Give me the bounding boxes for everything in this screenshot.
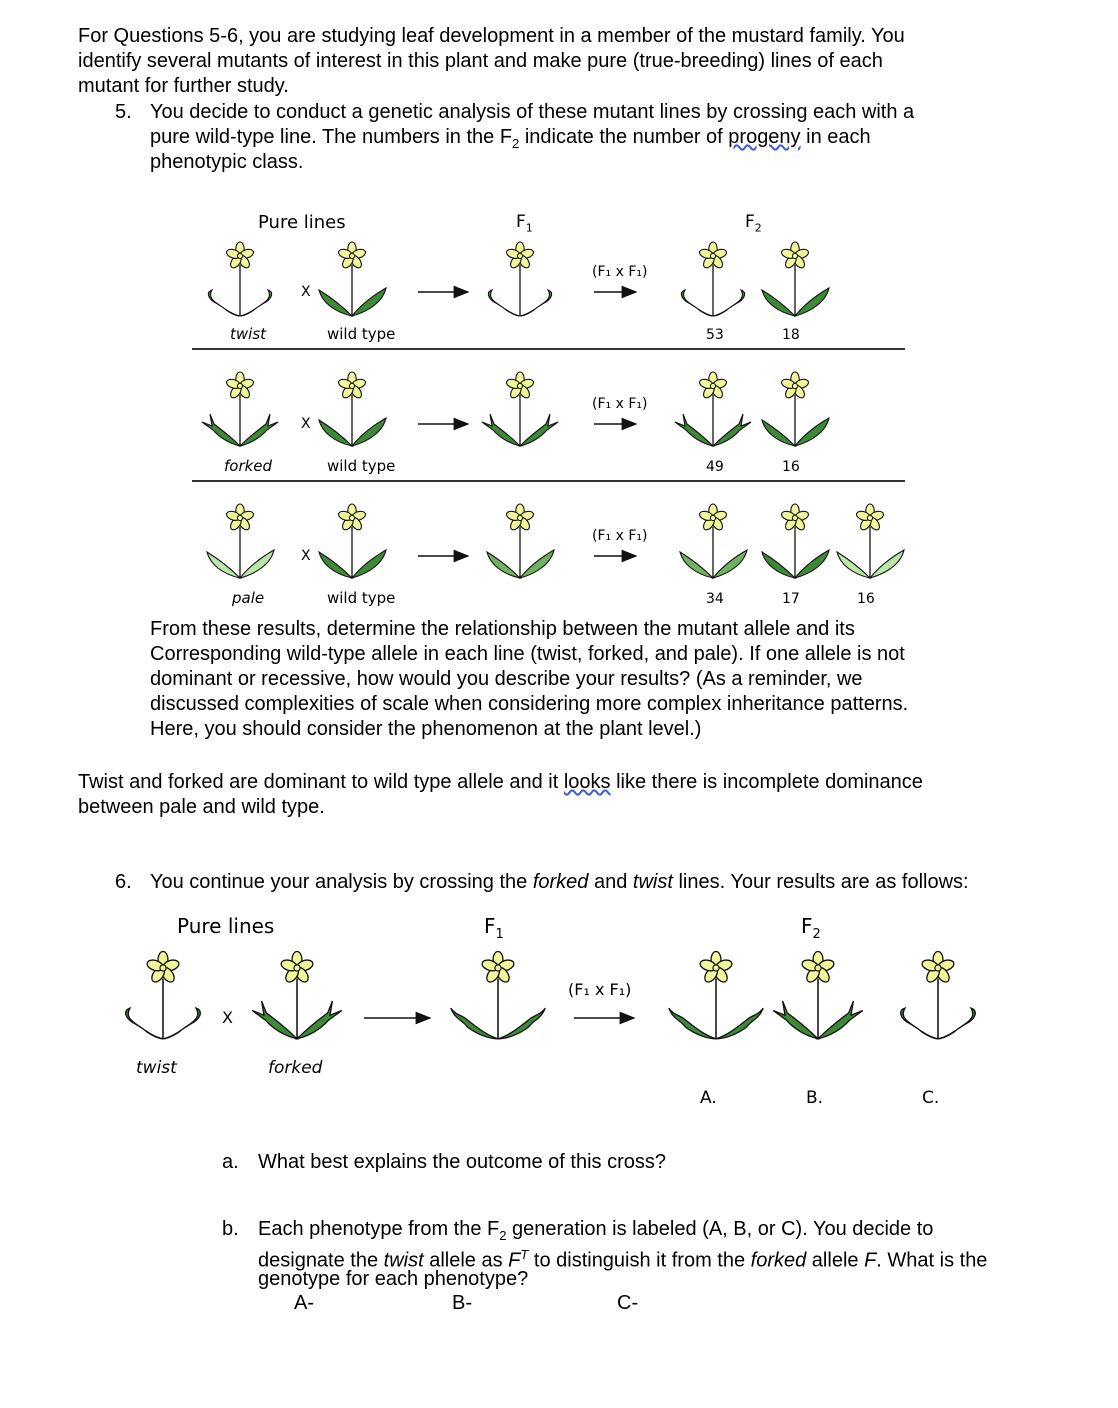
cross-x: X	[301, 548, 311, 564]
count-f2-b: 17	[782, 591, 800, 607]
selfing-label: (F₁ x F₁)	[592, 528, 648, 544]
plant-f2-b	[762, 242, 829, 316]
plant-pale	[207, 504, 274, 578]
label-wild-type: wild type	[327, 589, 396, 607]
plant-twist	[208, 242, 271, 316]
count-f2-a: 34	[706, 591, 724, 607]
plant-f2-b	[762, 504, 829, 578]
answer-line-2[interactable]: between pale and wild type.	[78, 796, 325, 818]
q6-text: You continue your analysis by crossing the forked and twist lines. Your results are as follows:	[150, 871, 969, 893]
q6a-text: What best explains the outcome of this cross?	[258, 1151, 666, 1173]
q5-prompt-line-4: discussed complexities of scale when considering more complex inheritance patterns.	[150, 693, 909, 715]
fig2-plants	[126, 951, 976, 1038]
class-label-c: C.	[922, 1088, 940, 1108]
plant-f2-a	[680, 504, 747, 578]
plant-f2-a	[675, 372, 751, 446]
selfing-label: (F₁ x F₁)	[592, 264, 648, 280]
class-label-a: A.	[700, 1088, 717, 1108]
label-forked: forked	[268, 1058, 323, 1078]
q5-prompt-line-3: dominant or recessive, how would you describe your results? (As a reminder, we	[150, 668, 863, 690]
plant-f2-a	[669, 951, 763, 1038]
count-f2-b: 16	[782, 459, 800, 475]
q6b-line-1: Each phenotype from the $F_2$ generation is labeled (A, B, or C). You decide to	[258, 1218, 934, 1243]
plant-f1	[482, 372, 558, 446]
plant-f2-b	[762, 372, 829, 446]
plant-f2-c	[837, 504, 904, 578]
q5-line-3: phenotypic class.	[150, 151, 304, 173]
cross-x: X	[222, 1008, 233, 1027]
fig1-row-forked	[202, 372, 829, 446]
intro-line-2: identify several mutants of interest in this plant and make pure (true-breeding) lines of each	[78, 50, 883, 72]
label-wild-type: wild type	[327, 457, 396, 475]
plant-f2-b	[773, 951, 863, 1038]
plant-forked	[202, 372, 278, 446]
cross-x: X	[301, 284, 311, 300]
count-f2-c: 16	[857, 591, 875, 607]
q6-number: 6.	[115, 871, 132, 893]
plant-f1	[487, 504, 554, 578]
selfing-label: (F₁ x F₁)	[592, 396, 648, 412]
plant-wild-type	[319, 504, 386, 578]
answer-line-1[interactable]: Twist and forked are dominant to wild type allele and it looks like there is incomplete dominance	[78, 771, 923, 793]
count-f2-b: 18	[782, 327, 800, 343]
cross-x: X	[301, 416, 311, 432]
q6a-letter: a.	[222, 1151, 239, 1173]
count-f2-a: 49	[706, 459, 724, 475]
q5-prompt-line-1: From these results, determine the relationship between the mutant allele and its	[150, 618, 855, 640]
genotype-blank-a[interactable]: A-	[294, 1292, 314, 1314]
label-twist: twist	[136, 1058, 177, 1078]
q5-prompt-line-2: Corresponding wild-type allele in each line (twist, forked, and pale). If one allele is not	[150, 643, 905, 665]
row-divider	[192, 348, 905, 350]
selfing-label: (F₁ x F₁)	[568, 980, 632, 999]
plant-twist	[126, 951, 201, 1038]
plant-f1	[451, 951, 545, 1038]
genotype-blank-b[interactable]: B-	[452, 1292, 472, 1314]
plant-f1	[488, 242, 551, 316]
genotype-blank-c[interactable]: C-	[617, 1292, 639, 1314]
plant-wild-type	[319, 242, 386, 316]
plant-f2-c	[901, 951, 976, 1038]
fig1-head-f2: $F_2$	[745, 212, 762, 235]
q5-line-1: You decide to conduct a genetic analysis of these mutant lines by crossing each with a	[150, 101, 915, 123]
count-f2-a: 53	[706, 327, 724, 343]
row-divider	[192, 480, 905, 482]
q5-number: 5.	[115, 101, 132, 123]
q6b-line-2: designate the twist allele as $F^T$ to distinguish it from the forked allele F. What is the	[258, 1247, 988, 1272]
fig1-head-pure-lines: Pure lines	[258, 212, 346, 233]
q5-line-2: pure wild-type line. The numbers in the $F_2$ indicate the number of progeny in each	[150, 126, 871, 151]
fig1-head-f1: $F_1$	[516, 212, 533, 235]
label-pale: pale	[232, 589, 265, 607]
q6b-line-3: genotype for each phenotype?	[258, 1268, 529, 1290]
q5-prompt-line-5: Here, you should consider the phenomenon at the plant level.)	[150, 718, 702, 740]
q6b-letter: b.	[222, 1218, 239, 1240]
intro-line-1: For Questions 5-6, you are studying leaf development in a member of the mustard family. You	[78, 25, 905, 47]
fig2-head-f2: $F_2$	[801, 914, 821, 942]
plant-wild-type	[319, 372, 386, 446]
label-forked: forked	[224, 457, 273, 475]
fig2-head-f1: $F_1$	[484, 914, 504, 942]
spellcheck-word-progeny: progeny	[728, 126, 801, 148]
plant-forked	[252, 951, 342, 1038]
fig2-head-pure-lines: Pure lines	[177, 914, 275, 938]
label-wild-type: wild type	[327, 325, 396, 343]
fig1-row-pale	[207, 504, 904, 578]
intro-line-3: mutant for further study.	[78, 75, 289, 97]
label-twist: twist	[230, 325, 267, 343]
fig1-row-twist	[208, 242, 829, 316]
spellcheck-word-looks: looks	[563, 771, 611, 793]
plant-f2-a	[681, 242, 744, 316]
class-label-b: B.	[806, 1088, 824, 1108]
